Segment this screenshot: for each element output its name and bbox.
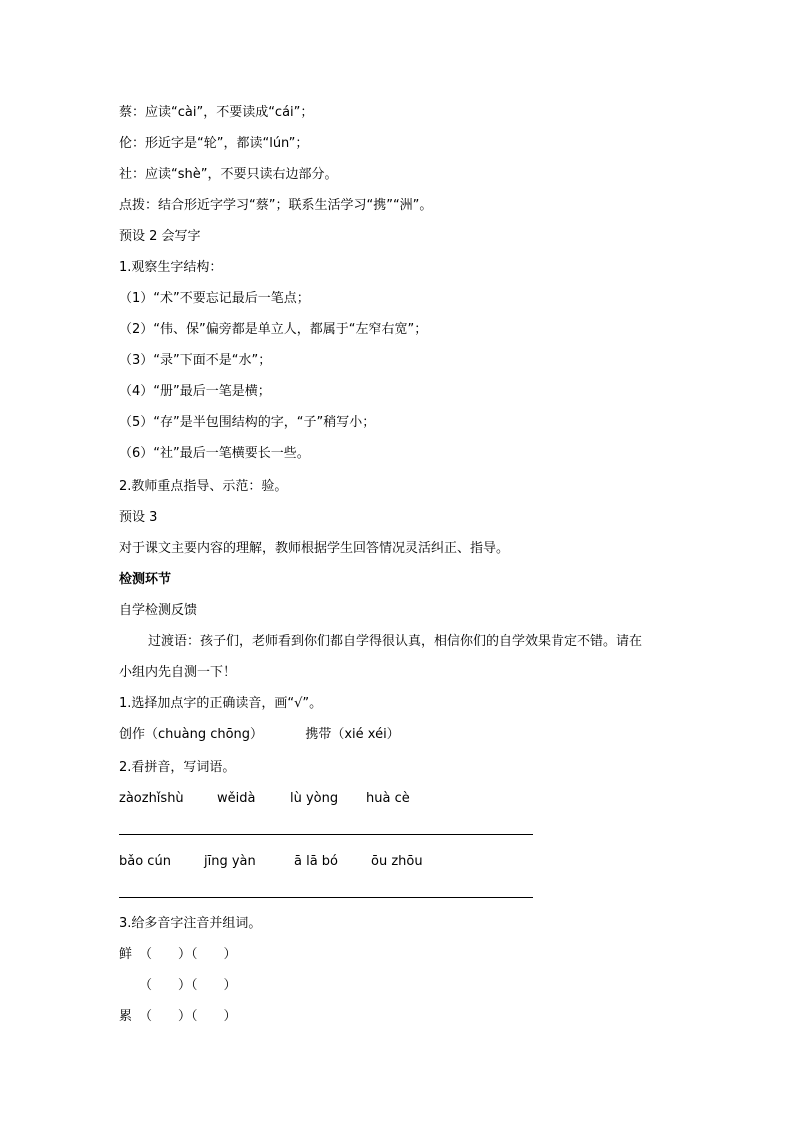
duoyin-row xyxy=(119,946,699,964)
question-1-options xyxy=(119,726,699,744)
answer-line-1[interactable] xyxy=(119,834,533,835)
pinyin-item: zàozhǐshù xyxy=(119,791,184,806)
text-line-she: 社：应读“shè”，不要只读右边部分。 xyxy=(119,167,338,182)
pinyin-item: jīng yàn xyxy=(204,854,256,869)
answer-line-2[interactable] xyxy=(119,897,533,898)
text-line-lun: 伦：形近字是“轮”，都读“lún”； xyxy=(119,136,309,151)
question-1-option-b: 携带（xié xéi） xyxy=(305,727,400,742)
text-line-cai: 蔡：应读“cài”，不要读成“cái”； xyxy=(119,105,314,120)
duoyin-row xyxy=(119,977,699,995)
text-line-zhidao: 2.教师重点指导、示范：验。 xyxy=(119,479,288,494)
question-3: 3.给多音字注音并组词。 xyxy=(119,916,262,931)
list-item-4: （4）“册”最后一笔是横； xyxy=(119,384,271,399)
question-2: 2.看拼音，写词语。 xyxy=(119,760,236,775)
question-1: 1.选择加点字的正确读音，画“√”。 xyxy=(119,696,323,711)
duoyin-blanks: （ ）（ ） xyxy=(139,947,237,962)
pinyin-row-1 xyxy=(119,790,699,808)
pinyin-item: lù yòng xyxy=(290,791,339,806)
duoyin-char: 鲜 xyxy=(119,947,133,962)
pinyin-item: bǎo cún xyxy=(119,854,171,869)
pinyin-item: ā lā bó xyxy=(294,854,339,869)
section-heading-jiance: 检测环节 xyxy=(119,572,172,587)
list-item-1: （1）“术”不要忘记最后一笔点； xyxy=(119,291,310,306)
pinyin-row-2 xyxy=(119,853,699,871)
list-item-6: （6）“社”最后一笔横要长一些。 xyxy=(119,446,310,461)
text-line-guancha: 1.观察生字结构： xyxy=(119,260,223,275)
pinyin-item: ōu zhōu xyxy=(371,854,423,869)
question-1-option-a: 创作（chuàng chōng） xyxy=(119,727,264,742)
section-label-yushe3: 预设 3 xyxy=(119,510,158,525)
pinyin-item: huà cè xyxy=(366,791,410,806)
list-item-5: （5）“存”是半包围结构的字，“子”稍写小； xyxy=(119,415,376,430)
list-item-2: （2）“伟、保”偏旁都是单立人，都属于“左窄右宽”； xyxy=(119,322,428,337)
duoyin-char: 累 xyxy=(119,1009,133,1024)
paragraph-guodu-line1: 过渡语：孩子们，老师看到你们都自学得很认真，相信你们的自学效果肯定不错。请在 xyxy=(148,634,643,649)
pinyin-item: wěidà xyxy=(217,791,256,806)
section-label-yushe2: 预设 2 会写字 xyxy=(119,229,201,244)
list-item-3: （3）“录”下面不是“水”； xyxy=(119,353,272,368)
duoyin-row xyxy=(119,1008,699,1026)
duoyin-blanks: （ ）（ ） xyxy=(139,978,237,993)
text-line-dianbo: 点拨：结合形近字学习“蔡”；联系生活学习“携”“洲”。 xyxy=(119,198,433,213)
duoyin-blanks: （ ）（ ） xyxy=(139,1009,237,1024)
subheading-zixue: 自学检测反馈 xyxy=(119,603,198,618)
paragraph-guodu-line2: 小组内先自测一下！ xyxy=(119,665,237,680)
text-line-lijie: 对于课文主要内容的理解，教师根据学生回答情况灵活纠正、指导。 xyxy=(119,541,510,556)
